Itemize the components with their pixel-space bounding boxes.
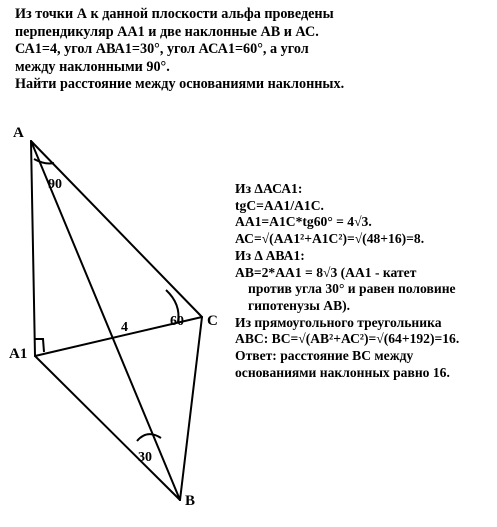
solution-text: [235, 181, 497, 381]
solution-line: Из ΔАСА1:: [235, 181, 303, 196]
segment-a1-b: [35, 356, 180, 500]
answer-line: основаниями наклонных равно 16.: [235, 364, 450, 380]
segment-a-b: [31, 141, 180, 500]
solution-line: АА1=А1С*tg60° = 4√3.: [235, 214, 372, 230]
problem-line: СА1=4, угол АВА1=30°, угол АСА1=60°, а угол: [15, 41, 309, 57]
vertex-label-c: C: [207, 313, 218, 329]
solution-line: АВ=2*АА1 = 8√3 (АА1 - катет: [235, 264, 417, 280]
segment-a-a1: [31, 141, 35, 356]
problem-line: перпендикуляр АА1 и две наклонные АВ и АС.: [15, 23, 319, 40]
answer-line: Ответ: расстояние ВС между: [235, 348, 414, 364]
vertex-label-a1: A1: [9, 346, 28, 362]
solution-line: Из прямоугольного треугольника: [235, 314, 442, 330]
solution-line: Из Δ АВА1:: [235, 247, 305, 263]
angle-label-a: 90: [48, 177, 62, 192]
segment-length-label: 4: [121, 320, 128, 335]
angle-arc-at-b: [137, 434, 161, 441]
solution-line: против угла 30° и равен половине: [248, 281, 456, 297]
segment-a-c: [31, 141, 202, 317]
vertex-label-a: A: [13, 125, 24, 141]
segment-b-c: [180, 317, 202, 500]
angle-label-c: 60: [170, 314, 184, 329]
solution-line: АС=√(АА1²+А1С²)=√(48+16)=8.: [235, 231, 425, 247]
problem-line: между наклонными 90°.: [15, 58, 170, 75]
solution-line: гипотенузы АВ).: [248, 297, 351, 313]
angle-label-b: 30: [138, 450, 152, 465]
solution-line: tgС=АА1/А1С.: [235, 197, 324, 213]
problem-question: Найти расстояние между основаниями наклонных.: [15, 76, 345, 92]
solution-line: АВС: ВС=√(АВ²+АС²)=√(64+192)=16.: [235, 331, 460, 347]
vertex-label-b: B: [185, 493, 196, 509]
problem-line: Из точки А к данной плоскости альфа проведены: [15, 6, 334, 22]
